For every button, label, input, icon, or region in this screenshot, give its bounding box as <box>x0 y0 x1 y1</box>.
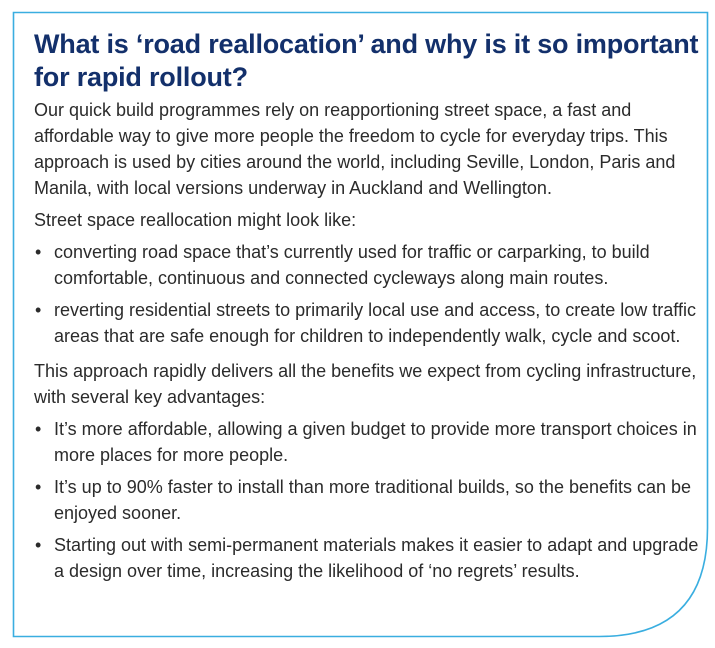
bullet-icon: • <box>35 300 42 320</box>
intro-paragraph: Our quick build programmes rely on reapportioning street space, a fast and affordable way to give more people the freedom to cycle for everyday trips. This approach is used by cities around the world, including Seville, London, Paris and Manila, with local versions underway in Auckland and Wellington. <box>34 100 676 198</box>
advantages-list <box>34 416 702 584</box>
list-item <box>34 239 702 291</box>
reallocation-list <box>34 239 702 349</box>
bullet-icon: • <box>35 242 42 262</box>
list-item <box>34 297 702 349</box>
list-item <box>34 416 702 468</box>
reallocation-lead: Street space reallocation might look like: <box>34 210 357 230</box>
callout-content <box>34 28 702 584</box>
list-item-text: converting road space that’s currently used for traffic or carparking, to build comfortable, continuous and connected cycleways along main routes. <box>54 242 650 288</box>
bullet-icon: • <box>35 419 42 439</box>
list-item-text: It’s up to 90% faster to install than more traditional builds, so the benefits can be enjoyed sooner. <box>54 477 692 523</box>
list-item <box>34 532 702 584</box>
bullet-icon: • <box>35 535 42 555</box>
advantages-lead: This approach rapidly delivers all the benefits we expect from cycling infrastructure, with several key advantages: <box>34 361 697 407</box>
list-item-text: It’s more affordable, allowing a given budget to provide more transport choices in more places for more people. <box>54 419 697 465</box>
list-item-text: reverting residential streets to primarily local use and access, to create low traffic areas that are safe enough for children to independently walk, cycle and scoot. <box>54 300 696 346</box>
callout-heading: What is ‘road reallocation’ and why is it so important for rapid rollout? <box>34 29 699 92</box>
list-item-text: Starting out with semi-permanent materials makes it easier to adapt and upgrade a design over time, increasing the likelihood of ‘no regrets’ results. <box>54 535 699 581</box>
list-item <box>34 474 702 526</box>
bullet-icon: • <box>35 477 42 497</box>
